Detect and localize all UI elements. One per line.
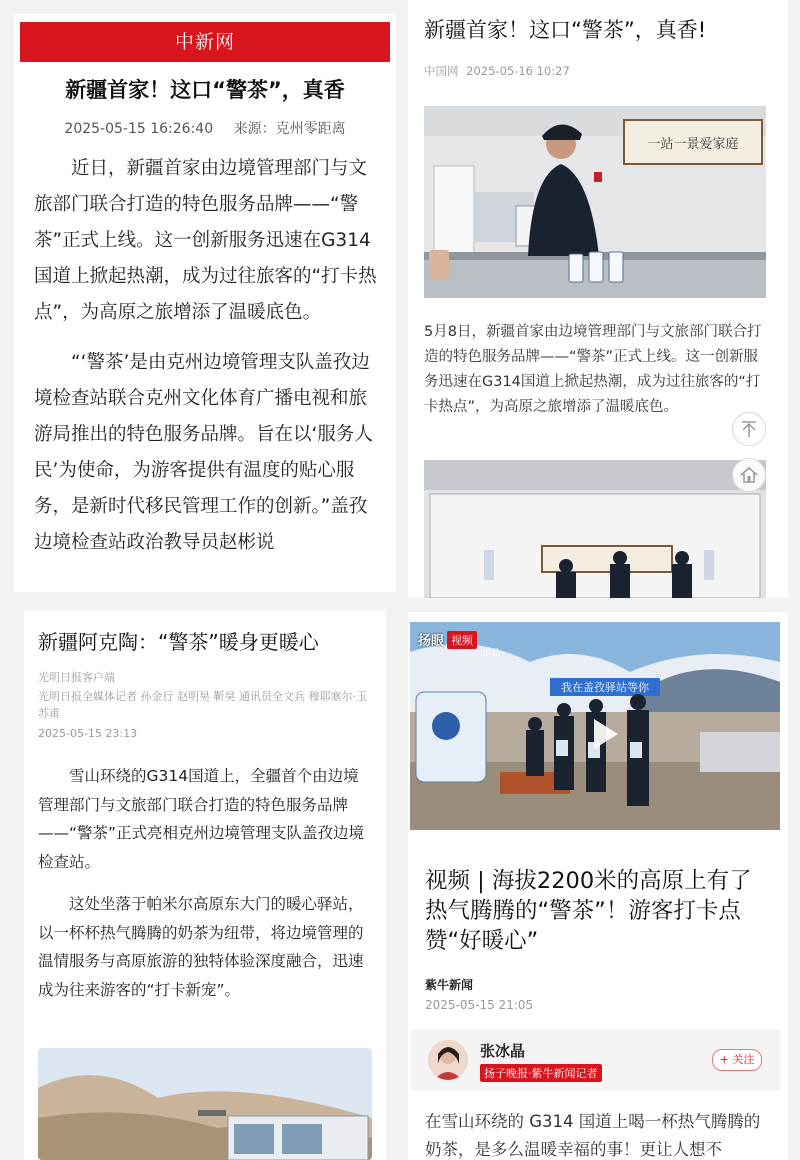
article-paragraph: “‘警茶’是由克州边境管理支队盖孜边境检查站联合克州文化体育广播电视和旅游局推出的特色服务品牌。旨在以‘服务人民’为使命，为游客提供有温度的贴心服务，是新时代移民管理工作的创新。”盖孜边境检查站政治教导员赵彬说: [34, 352, 373, 553]
tea-kiosk-photo: [424, 460, 766, 598]
article-title: 视频 | 海拔2200米的高原上有了热气腾腾的“警茶”！游客打卡点赞“好暖心”: [425, 868, 752, 954]
home-button[interactable]: [732, 458, 766, 492]
back-to-top-icon: [733, 413, 765, 445]
article-paragraph: 近日，新疆首家由边境管理部门与文旅部门联合打造的特色服务品牌——“警茶”正式上线。这一创新服务迅速在G314国道上掀起热潮，成为过往旅客的“打卡热点”，为高原之旅增添了温暖底色。: [34, 158, 377, 323]
avatar[interactable]: [428, 1040, 468, 1080]
article-body: [34, 151, 380, 575]
back-to-top-button[interactable]: [732, 412, 766, 446]
article-paragraph: 这处坐落于帕米尔高原东大门的暖心驿站，以一杯杯热气腾腾的奶茶为纽带，将边境管理的温情服务与高原旅游的独特体验深度融合，迅速成为往来游客的“打卡新宠”。: [38, 895, 364, 999]
play-icon[interactable]: [584, 714, 624, 754]
video-player[interactable]: [410, 622, 780, 830]
ziniu-video-article-panel: [408, 612, 788, 1160]
yangyan-video-logo: [418, 630, 501, 659]
station-banner-text: 我在盖孜驿站等你: [561, 681, 649, 694]
article-date: 2025-05-15 21:05: [425, 998, 534, 1012]
article-datetime: 2025-05-16 10:27: [466, 64, 570, 78]
article-title: 新疆首家！这口“警茶”，真香: [65, 78, 345, 102]
guangming-article-panel: [24, 610, 386, 1160]
wall-sign-text: 一站一景爱家庭: [647, 137, 739, 152]
home-icon: [733, 459, 765, 491]
follow-button[interactable]: + 关注: [712, 1049, 762, 1071]
article-title: 新疆首家！这口“警茶”，真香!: [424, 18, 707, 42]
logo-badge: 视频: [447, 631, 477, 649]
article-body: 在雪山环绕的 G314 国道上喝一杯热气腾腾的奶茶，是多么温暖幸福的事！更让人想不: [425, 1112, 761, 1159]
chinacom-article-panel: [408, 0, 788, 598]
site-banner: 中新网: [20, 22, 390, 62]
article-body: 5月8日，新疆首家由边境管理部门与文旅部门联合打造的特色服务品牌——“警茶”正式上线。这一创新服务迅速在G314国道上掀起热潮，成为过往旅客的“打卡热点”，为高原之旅增添了温暖底色。: [424, 324, 762, 415]
logo-sub: 出品: [482, 649, 501, 659]
author-card: [410, 1030, 780, 1090]
article-authors: 光明日报全媒体记者 孙金行 赵明昊 靳昊 通讯员全文兵 穆耶塞尔·玉苏甫: [38, 690, 367, 720]
author-name[interactable]: 张冰晶: [480, 1042, 526, 1060]
author-tag: 扬子晚报·紫牛新闻记者: [480, 1064, 602, 1082]
article-source: 紫牛新闻: [425, 978, 474, 992]
article-source: 来源：克州零距离: [233, 121, 346, 137]
article-datetime: 2025-05-15 16:26:40: [64, 121, 214, 137]
article-meta: [20, 118, 390, 138]
article-date: 2025-05-15 23:13: [38, 727, 138, 740]
article-title: 新疆阿克陶：“警茶”暖身更暖心: [38, 630, 319, 654]
article-meta: [424, 63, 570, 79]
chinanews-article-panel: [14, 14, 396, 592]
logo-text: 扬眼: [418, 634, 445, 649]
article-source: 光明日报客户端: [38, 671, 115, 684]
plateau-kiosk-photo: [38, 1048, 372, 1160]
article-paragraph: 雪山环绕的G314国道上，全疆首个由边境管理部门与文旅部门联合打造的特色服务品牌——“警茶”正式亮相克州边境管理支队盖孜边境检查站。: [38, 767, 365, 871]
officer-serving-tea-photo: [424, 106, 766, 298]
article-source: 中国网: [424, 64, 459, 78]
article-body: [38, 762, 374, 1018]
